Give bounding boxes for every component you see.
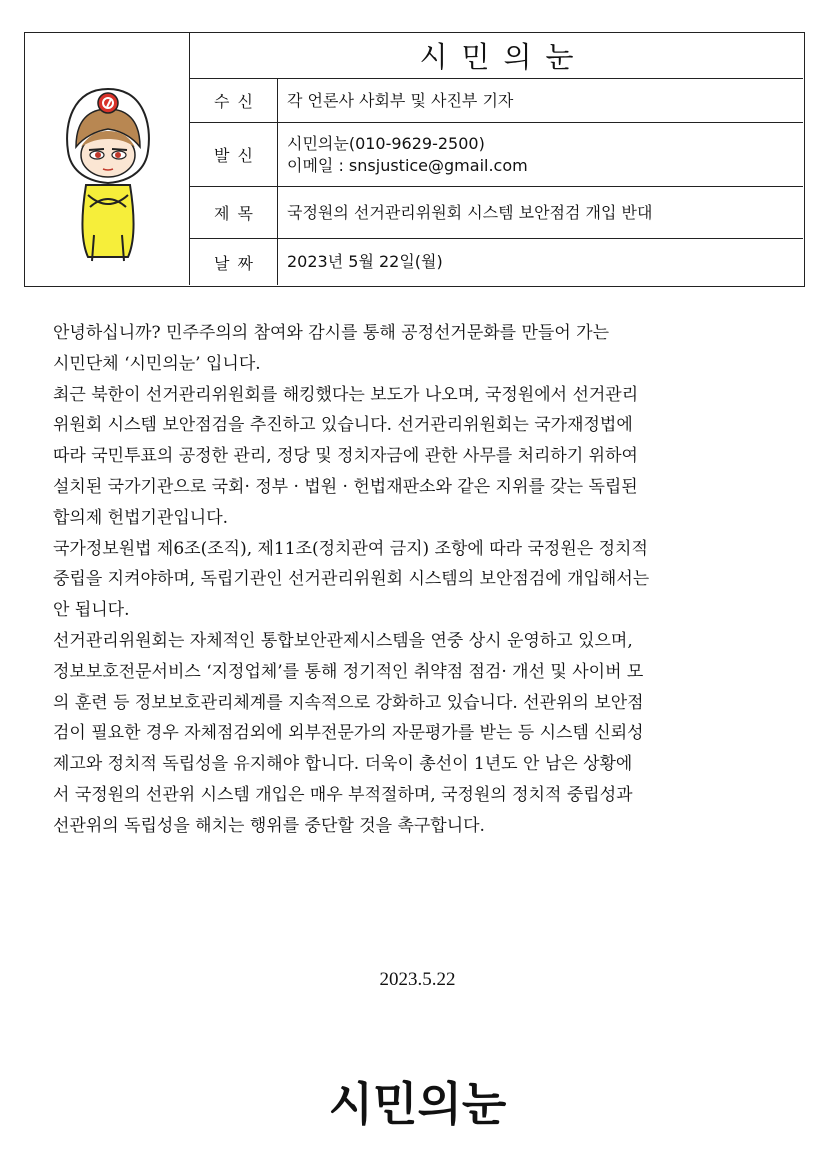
body-line: 합의제 헌법기관입니다. <box>53 507 229 528</box>
body-line: 설치된 국가기관으로 국회· 정부 · 법원 · 헌법재판소와 같은 지위를 갖는 독립된 <box>53 476 638 497</box>
date-text: 2023년 5월 22일(월) <box>287 252 443 271</box>
row-key: 수신 <box>190 79 278 122</box>
body-line: 안녕하십니까? 민주주의의 참여와 감시를 통해 공정선거문화를 만들어 가는 <box>53 323 610 343</box>
body-line: 따라 국민투표의 공정한 관리, 정당 및 정치자금에 관한 사무를 처리하기 위하여 <box>53 446 638 467</box>
header-title: 시민의눈 <box>190 33 803 79</box>
body-line: 정보보호전문서비스 ‘지정업체’를 통해 정기적인 취약점 점검· 개선 및 사이버 모 <box>53 661 644 682</box>
row-value <box>278 79 803 122</box>
body-line: 서 국정원의 선관위 시스템 개입은 매우 부적절하며, 국정원의 정치적 중립성과 <box>53 784 633 805</box>
header-row-sender <box>190 123 803 187</box>
header-row-subject <box>190 187 803 239</box>
row-key: 발신 <box>190 123 278 186</box>
signature: 시민의눈 <box>328 1077 507 1131</box>
body-text <box>53 318 793 842</box>
recipient-text: 각 언론사 사회부 및 사진부 기자 <box>287 90 514 110</box>
row-key: 제목 <box>190 187 278 238</box>
sender-email: 이메일 : snsjustice@gmail.com <box>287 155 528 175</box>
body-line: 선관위의 독립성을 해치는 행위를 중단할 것을 촉구합니다. <box>53 815 485 836</box>
body-line: 위원회 시스템 보안점검을 추진하고 있습니다. 선거관리위원회는 국가재정법에 <box>53 415 633 436</box>
body-line: 의 훈련 등 정보보호관리체계를 지속적으로 강화하고 있습니다. 선관위의 보안점 <box>53 692 644 713</box>
row-value <box>278 123 803 186</box>
sender-phone: 시민의눈(010-9629-2500) <box>287 133 485 153</box>
body-line: 국가정보원법 제6조(조직), 제11조(정치관여 금지) 조항에 따라 국정원은 정치적 <box>53 538 648 559</box>
subject-text: 국정원의 선거관리위원회 시스템 보안점검 개입 반대 <box>287 202 653 222</box>
header-row-recipient <box>190 79 803 123</box>
row-value <box>278 187 803 238</box>
mascot-cell <box>25 33 190 285</box>
row-key: 날짜 <box>190 239 278 285</box>
header-row-date <box>190 239 803 285</box>
body-line: 제고와 정치적 독립성을 유지해야 합니다. 더욱이 총선이 1년도 안 남은 상황에 <box>53 754 633 775</box>
body-line: 검이 필요한 경우 자체점검외에 외부전문가의 자문평가를 받는 등 시스템 신뢰성 <box>53 723 644 744</box>
press-release-header <box>24 32 805 287</box>
body-line: 최근 북한이 선거관리위원회를 해킹했다는 보도가 나오며, 국정원에서 선거관리 <box>53 384 639 405</box>
body-line: 시민단체 ‘시민의눈’ 입니다. <box>53 353 261 374</box>
row-value <box>278 239 803 285</box>
body-line: 안 됩니다. <box>53 600 130 621</box>
closing-date: 2023.5.22 <box>379 969 456 990</box>
body-line: 중립을 지켜야하며, 독립기관인 선거관리위원회 시스템의 보안점검에 개입해서는 <box>53 569 650 590</box>
mascot-icon <box>62 85 154 263</box>
body-line: 선거관리위원회는 자체적인 통합보안관제시스템을 연중 상시 운영하고 있으며, <box>53 630 633 651</box>
